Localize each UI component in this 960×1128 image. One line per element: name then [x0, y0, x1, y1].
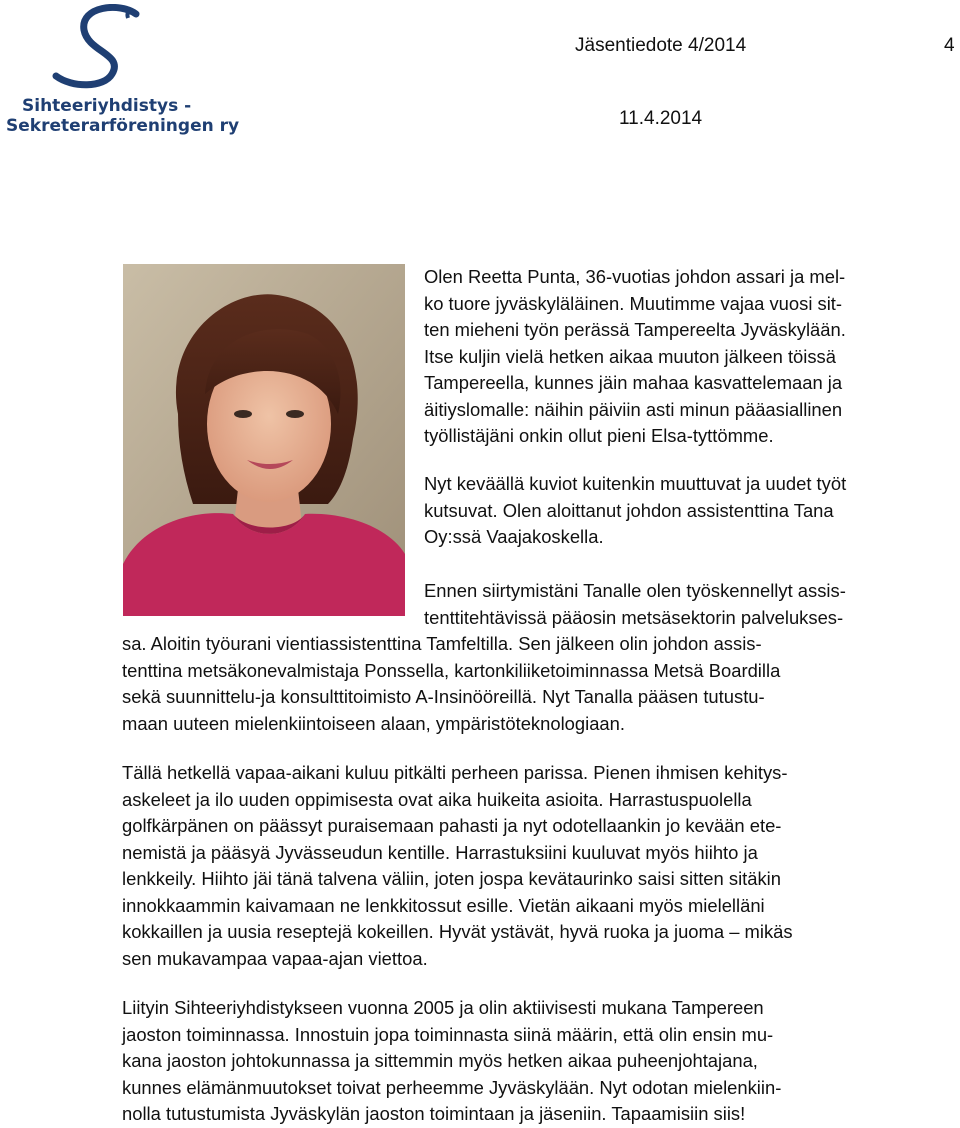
- text-line: kokkaillen ja uusia reseptejä kokeillen. Hyvät ystävät, hyvä ruoka ja juoma – mikäs: [122, 921, 793, 942]
- text-line: kunnes elämänmuutokset toivat perheemme Jyväskylään. Nyt odotan mielenkiin-: [122, 1076, 782, 1098]
- paragraph-intro: [424, 264, 846, 450]
- page-number: 4: [944, 35, 955, 56]
- text-line: tenttitehtävissä pääosin metsäsektorin palvelukses-: [424, 606, 844, 628]
- text-line: sen mukavampaa vapaa-ajan viettoa.: [122, 947, 428, 969]
- text-line: maan uuteen mielenkiintoiseen alaan, ympäristöteknologiaan.: [122, 712, 625, 734]
- text-line: ten mieheni työn perässä Tampereelta Jyväskylään.: [424, 319, 846, 340]
- text-line: nolla tutustumista Jyväskylän jaoston toimintaan ja jäseniin. Tapaamisiin siis!: [122, 1103, 746, 1124]
- text-line: kutsuvat. Olen aloittanut johdon assistenttina Tana: [424, 499, 834, 521]
- text-line: Tällä hetkellä vapaa-aikani kuluu pitkälti perheen parissa. Pienen ihmisen kehitys-: [122, 762, 788, 783]
- text-line: jaoston toiminnassa. Innostuin jopa toiminnasta siinä määrin, että olin ensin mu-: [122, 1023, 774, 1045]
- text-line: askeleet ja ilo uuden oppimisesta ovat aika huikeita asioita. Harrastuspuolella: [122, 788, 752, 810]
- text-line: Olen Reetta Punta, 36-vuotias johdon assari ja mel-: [424, 266, 846, 287]
- text-line: Liityin Sihteeriyhdistykseen vuonna 2005 ja olin aktiivisesti mukana Tampereen: [122, 997, 764, 1018]
- text-line: innokkaammin kaivamaan ne lenkkitossut esille. Vietän aikaani myös mielelläni: [122, 894, 765, 916]
- paragraph-career-start: [424, 578, 846, 631]
- text-line: sekä suunnittelu-ja konsulttitoimisto A-Insinööreillä. Nyt Tanalla pääsen tutustu-: [122, 686, 765, 707]
- text-line: Tampereella, kunnes jäin mahaa kasvattelemaan ja: [424, 372, 843, 393]
- logo-text-line-2: Sekreterarföreningen ry: [6, 116, 240, 136]
- paragraph-association: [122, 995, 781, 1128]
- text-line: tenttina metsäkonevalmistaja Ponssella, kartonkiliiketoiminnassa Metsä Boardilla: [122, 659, 781, 681]
- text-line: Itse kuljin vielä hetken aikaa muuton jälkeen töissä: [424, 345, 836, 367]
- text-line: äitiyslomalle: näihin päiviin asti minun pääasiallinen: [424, 398, 843, 420]
- text-line: lenkkeily. Hiihto jäi tänä talvena väliin, joten jospa kevätaurinko saisi sitten sitäkin: [122, 868, 782, 889]
- text-line: ko tuore jyväskyläläinen. Muutimme vajaa vuosi sit-: [424, 292, 843, 314]
- text-line: nemistä ja pääsyä Jyvässeudun kentille. Harrastuksiini kuuluvat myös hiihto ja: [122, 841, 758, 863]
- text-line: Oy:ssä Vaajakoskella.: [424, 526, 604, 547]
- text-line: Nyt keväällä kuviot kuitenkin muuttuvat ja uudet työt: [424, 473, 847, 494]
- paragraph-new-job: [424, 471, 846, 551]
- logo-text-line-1: Sihteeriyhdistys -: [22, 96, 192, 116]
- paragraph-career: [122, 631, 780, 737]
- portrait-photo: [123, 264, 405, 616]
- text-line: kana jaoston johtokunnassa ja sittemmin myös hetken aikaa puheenjohtajana,: [122, 1050, 758, 1071]
- issue-date: 11.4.2014: [619, 108, 703, 129]
- text-line: työllistäjäni onkin ollut pieni Elsa-tyttömme.: [424, 425, 774, 446]
- paragraph-free-time: [122, 760, 793, 972]
- organization-logo: [6, 4, 240, 136]
- s-emblem-icon: [50, 4, 146, 92]
- issue-title: Jäsentiedote 4/2014: [575, 35, 747, 56]
- text-line: Ennen siirtymistäni Tanalle olen työskennellyt assis-: [424, 580, 846, 601]
- text-line: sa. Aloitin työurani vientiassistenttina Tamfeltilla. Sen jälkeen olin johdon assis-: [122, 633, 762, 654]
- text-line: golfkärpänen on päässyt puraisemaan pahasti ja nyt odotellaankin jo kevään ete-: [122, 815, 782, 836]
